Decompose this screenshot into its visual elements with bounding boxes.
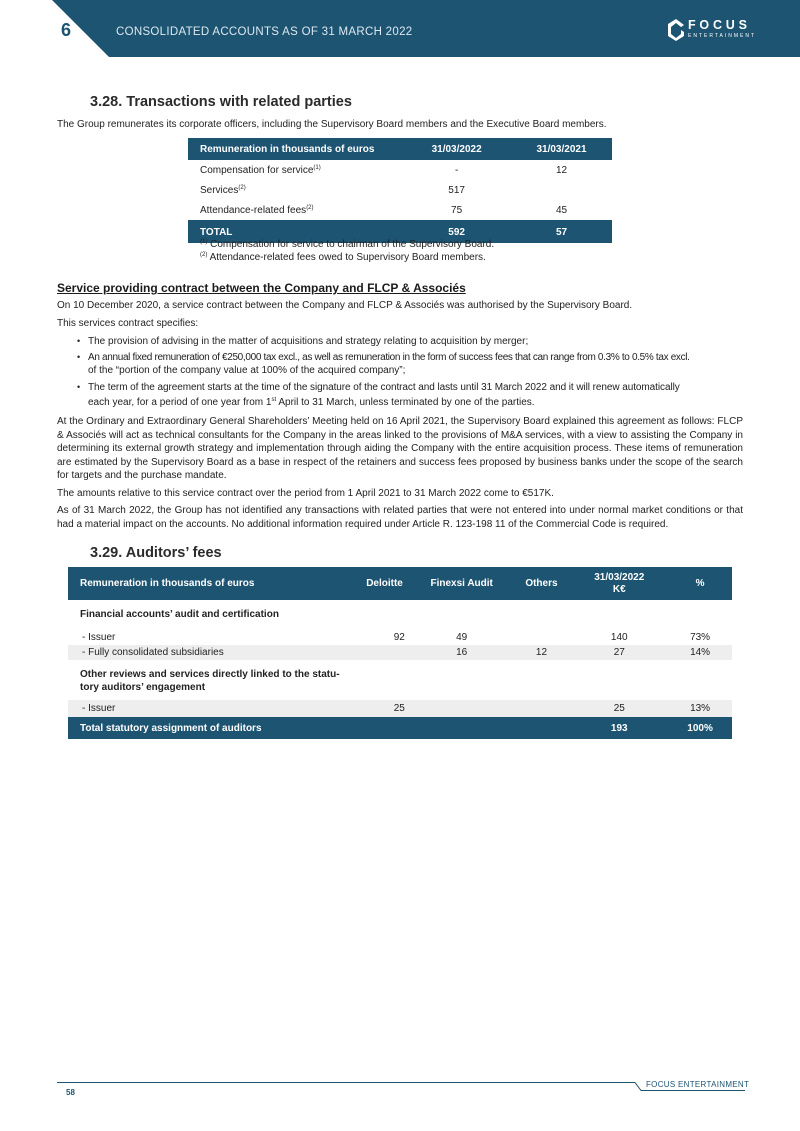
table-group-row [68, 660, 732, 700]
table-row [188, 160, 612, 180]
column-header: 31/03/2022 K€ [570, 567, 668, 600]
row-label: Attendance-related fees [200, 204, 307, 216]
row-label: Compensation for service [200, 164, 314, 176]
page-number: 58 [66, 1088, 75, 1097]
footnote-ref: (2) [306, 204, 314, 211]
total-2021: 57 [511, 221, 612, 244]
bullet-item: • The term of the agreement starts at the time of the signature of the contract and lasts until 31 March 2022 and it will renew automatically [77, 382, 680, 393]
logo-subtitle: ENTERTAINMENT [688, 33, 757, 39]
contract-paragraph: As of 31 March 2022, the Group has not identified any transactions with related parties that were not entered into under normal market conditions or that had a material impact on the accounts. No additional information required under Article R. 123-198 11 of the Commercial Code is required. [57, 505, 743, 530]
footnote-mark: (2) [200, 252, 208, 258]
table-row [188, 180, 612, 200]
footnote-text: Attendance-related fees owed to Supervisory Board members. [209, 252, 486, 263]
bullet-item: • An annual fixed remuneration of €250,000 tax excl., as well as remuneration in the form of success fees that can range from 0.3% to 0.5% tax excl. [77, 352, 690, 363]
footnote-ref: (2) [238, 184, 246, 191]
row-label: - Fully consolidated subsidiaries [68, 645, 340, 660]
cell-2021: 45 [511, 200, 612, 221]
chapter-tab [0, 0, 112, 57]
cell-deloitte: 92 [393, 632, 405, 643]
cell-pct: 73% [690, 632, 711, 643]
footnote-text: Compensation for service to chairman of the Supervisory Board. [210, 239, 495, 250]
contract-paragraph: The amounts relative to this service contract over the period from 1 April 2021 to 31 March 2022 come to €517K. [57, 488, 554, 499]
table-total-row [68, 717, 732, 739]
cell-2022: - [454, 164, 459, 176]
footnote [200, 239, 494, 250]
row-label: Services [200, 184, 239, 196]
table-row [188, 200, 612, 221]
total-label: Total statutory assignment of auditors [68, 717, 340, 739]
cell-deloitte: 25 [340, 700, 411, 717]
column-header: Remuneration in thousands of euros [68, 567, 340, 600]
cell-2021: 12 [555, 164, 568, 176]
contract-paragraph: At the Ordinary and Extraordinary General Shareholders’ Meeting held on 16 April 2021, the Supervisory Board explained this agreement as follows: FLCP & Associés will act as technical consultants for the Company in the areas linked to the provisions of M&A services, with a view to assisting the Company in determining its external growth strategy and implementation through aiding the Company with the entire acquisition process. These items of remuneration are estimated by the Supervisory Board as a base in respect of the retainers and success fees proposed by business banks under the scope of the search for targets and the purchase mandate. [57, 416, 743, 481]
contract-heading: Service providing contract between the Company and FLCP & Associés [57, 281, 466, 295]
group-label: Financial accounts’ audit and certification [80, 609, 279, 620]
cell-pct: 13% [668, 700, 732, 717]
related-parties-table [188, 138, 612, 243]
table-header-row [188, 138, 612, 160]
column-header: 31/03/2022 [402, 138, 511, 160]
cell-others: 12 [513, 645, 571, 660]
footnote-mark: (1) [200, 239, 208, 245]
cell-others [513, 700, 571, 717]
cell-2022: 75 [402, 200, 511, 221]
footnote-ref: (1) [313, 164, 321, 171]
footnote [200, 252, 486, 263]
column-header: 31/03/2021 [511, 138, 612, 160]
bullet-item: • The provision of advising in the matter of acquisitions and strategy relating to acquisition by merger; [77, 336, 529, 347]
total-label: TOTAL [188, 221, 402, 244]
column-header: Remuneration in thousands of euros [188, 138, 402, 160]
cell-total: 25 [570, 700, 668, 717]
bullet-continuation: each year, for a period of one year from 1st April to 31 March, unless terminated by one of the parties. [88, 397, 535, 408]
cell-others [513, 630, 571, 645]
table-header-row [68, 567, 732, 600]
cell-2021 [511, 180, 612, 200]
cell-2022: 517 [448, 184, 465, 196]
cell-total: 27 [570, 645, 668, 660]
company-logo [668, 18, 757, 42]
cell-finexsi: 16 [411, 645, 513, 660]
auditors-fees-table [68, 567, 732, 739]
column-header: Finexsi Audit [411, 567, 513, 600]
cell-deloitte [340, 645, 411, 660]
table-row [68, 700, 732, 717]
chapter-number: 6 [61, 20, 72, 40]
cell-finexsi [411, 700, 513, 717]
footer-rule [57, 1082, 635, 1083]
cell-total: 140 [610, 632, 628, 643]
related-parties-intro: The Group remunerates its corporate officers, including the Supervisory Board members and the Executive Board members. [57, 119, 607, 130]
bullet-text: An annual fixed remuneration of €250,000 tax excl., as well as remuneration in the form of success fees that can range from 0.3% to 0.5% tax excl. [88, 352, 690, 363]
row-label: - Issuer [68, 700, 340, 717]
header-title: CONSOLIDATED ACCOUNTS AS OF 31 MARCH 2022 [116, 26, 413, 38]
table-group-row [68, 600, 732, 630]
bullet-text: The term of the agreement starts at the time of the signature of the contract and lasts until 31 March 2022 and it will renew automatically [88, 382, 680, 393]
footer-brand: FOCUS ENTERTAINMENT [646, 1080, 750, 1089]
contract-paragraph: On 10 December 2020, a service contract between the Company and FLCP & Associés was authorised by the Supervisory Board. [57, 300, 633, 311]
group-label: Other reviews and services directly linked to the statu- tory auditors’ engagement [80, 669, 340, 693]
contract-paragraph: This services contract specifies: [57, 318, 199, 329]
table-row [68, 645, 732, 660]
bullet-text: The provision of advising in the matter of acquisitions and strategy relating to acquisition by merger; [88, 336, 529, 347]
section-title-auditors-fees: 3.29. Auditors’ fees [90, 545, 222, 561]
total-2022: 592 [402, 221, 511, 244]
column-header: Deloitte [340, 567, 411, 600]
logo-mark-icon [668, 19, 684, 41]
section-title-related-parties: 3.28. Transactions with related parties [90, 94, 352, 110]
total-pct: 100% [668, 717, 732, 739]
bullet-continuation: of the “portion of the company value at 100% of the acquired company”; [88, 365, 406, 376]
table-row [68, 630, 732, 645]
column-header: Others [513, 567, 571, 600]
row-label: - Issuer [82, 632, 116, 643]
column-header: % [668, 567, 732, 600]
cell-finexsi: 49 [456, 632, 468, 643]
total-value: 193 [570, 717, 668, 739]
logo-word: FOCUS [688, 18, 751, 32]
cell-pct: 14% [668, 645, 732, 660]
